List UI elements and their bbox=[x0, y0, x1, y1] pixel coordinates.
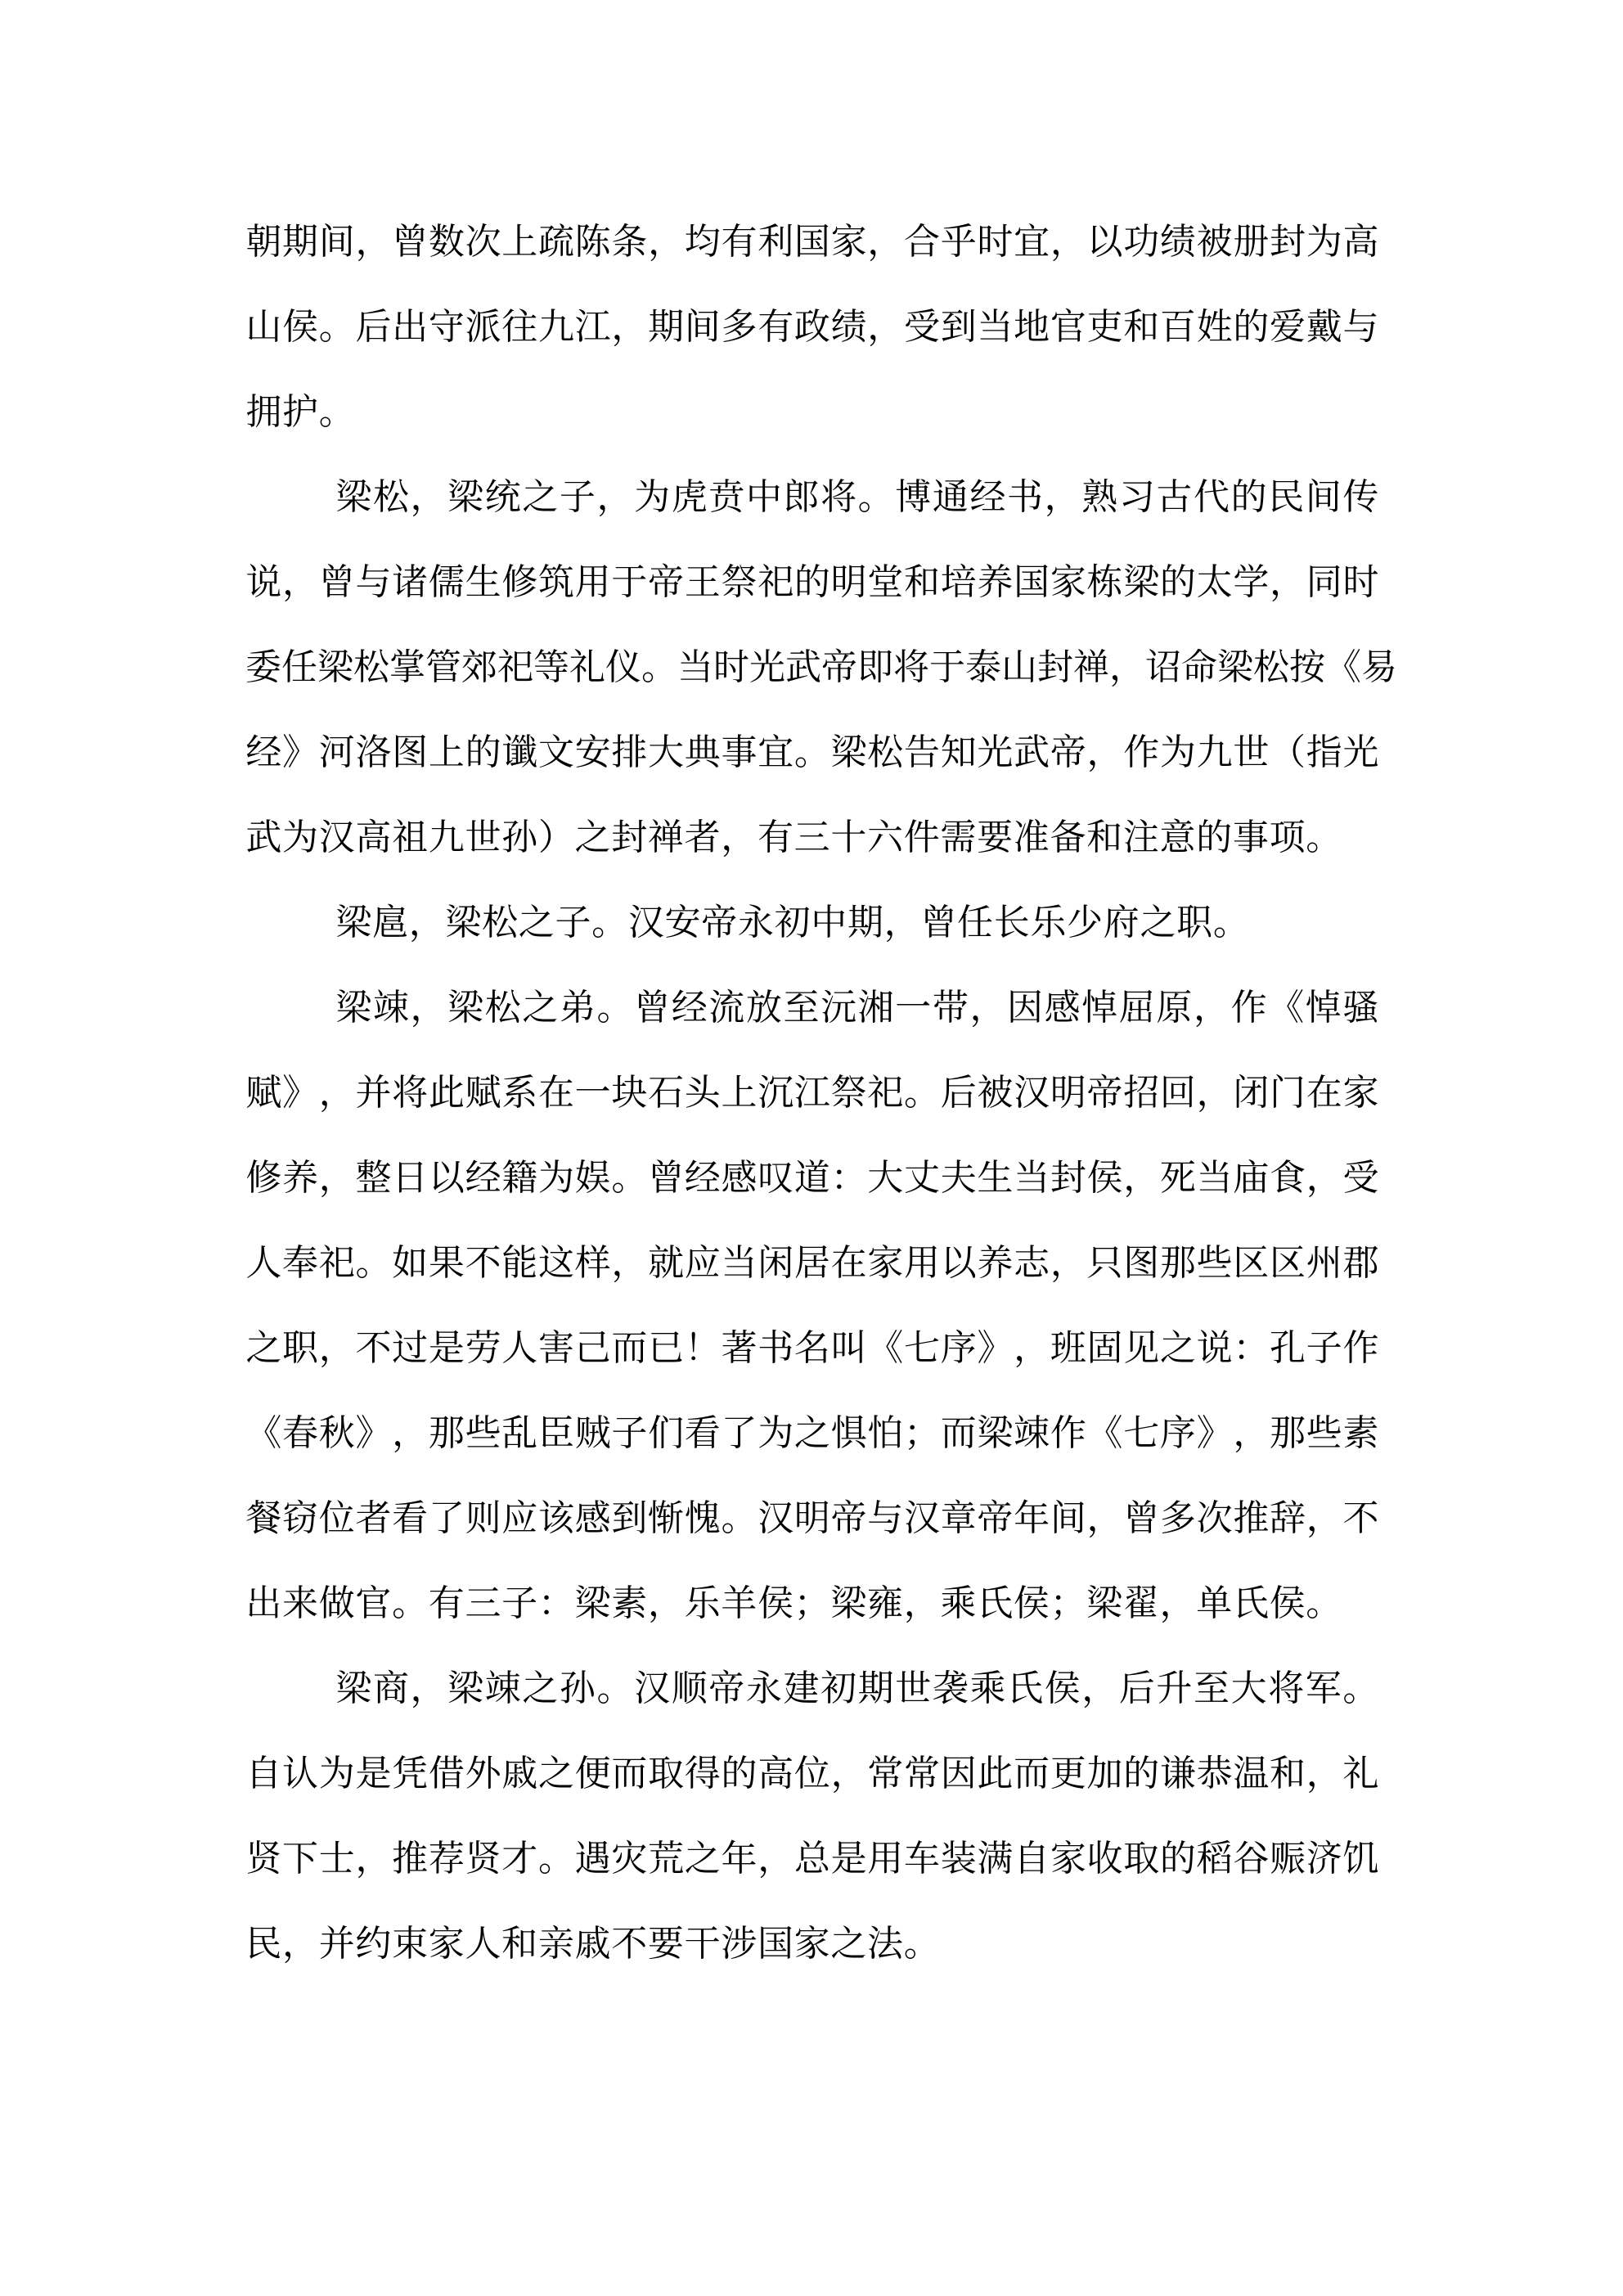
paragraph bbox=[245, 200, 1379, 455]
text-line: 朝 期 间 ， 曾 数 次 上 疏 陈 条 ， 均 有 利 国 家 ， 合 乎 时 宜 ， 以 功 绩 被 册 封 为 高 bbox=[245, 221, 1379, 263]
text-line: 梁 商 ， 梁 竦 之 孙 。 汉 顺 帝 永 建 初 期 世 袭 乘 氏 侯 ， 后 升 至 大 将 军 。 bbox=[335, 1668, 1379, 1709]
text-line: 自 认 为 是 凭 借 外 戚 之 便 而 取 得 的 高 位 ， 常 常 因 此 而 更 加 的 谦 恭 温 和 ， 礼 bbox=[245, 1753, 1379, 1794]
paragraph bbox=[245, 966, 1379, 1646]
text-line: 餐 窃 位 者 看 了 则 应 该 感 到 惭 愧 。 汉 明 帝 与 汉 章 帝 年 间 ， 曾 多 次 推 辞 ， 不 bbox=[245, 1497, 1379, 1539]
text-line: 《 春 秋 》 ， 那 些 乱 臣 贼 子 们 看 了 为 之 惧 怕 ； 而 梁 竦 作 《 七 序 》 ， 那 些 素 bbox=[245, 1412, 1379, 1454]
text-line: 山 侯 。 后 出 守 派 往 九 江 ， 期 间 多 有 政 绩 ， 受 到 当 地 官 吏 和 百 姓 的 爱 戴 与 bbox=[245, 306, 1379, 348]
text-line: 民 ， 并 约 束 家 人 和 亲 戚 不 要 干 涉 国 家 之 法 。 bbox=[245, 1923, 940, 1965]
paragraph bbox=[245, 455, 1397, 880]
text-line: 赋 》 ， 并 将 此 赋 系 在 一 块 石 头 上 沉 江 祭 祀 。 后 被 汉 明 帝 招 回 ， 闭 门 在 家 bbox=[245, 1072, 1379, 1114]
text-line: 人 奉 祀 。 如 果 不 能 这 样 ， 就 应 当 闲 居 在 家 用 以 养 志 ， 只 图 那 些 区 区 州 郡 bbox=[245, 1242, 1379, 1284]
paragraph bbox=[245, 1646, 1379, 1987]
text-line: 梁 松 ， 梁 统 之 子 ， 为 虎 贲 中 郎 将 。 博 通 经 书 ， 熟 习 古 代 的 民 间 传 bbox=[335, 476, 1379, 518]
text-line: 拥 护 。 bbox=[245, 391, 355, 433]
document-body bbox=[245, 200, 1397, 1987]
text-line: 修 养 ， 整 日 以 经 籍 为 娱 。 曾 经 感 叹 道 ： 大 丈 夫 生 当 封 侯 ， 死 当 庙 食 ， 受 bbox=[245, 1157, 1379, 1199]
text-line: 委 任 梁 松 掌 管 郊 祀 等 礼 仪 。 当 时 光 武 帝 即 将 于 泰 山 封 禅 ， 诏 命 梁 松 按 《 易 bbox=[245, 646, 1397, 688]
text-line: 经 》 河 洛 图 上 的 谶 文 安 排 大 典 事 宜 。 梁 松 告 知 光 武 帝 ， 作 为 九 世 （ 指 光 bbox=[245, 732, 1379, 773]
text-line: 贤 下 士 ， 推 荐 贤 才 。 遇 灾 荒 之 年 ， 总 是 用 车 装 满 自 家 收 取 的 稻 谷 赈 济 饥 bbox=[245, 1838, 1379, 1880]
text-line: 说 ， 曾 与 诸 儒 生 修 筑 用 于 帝 王 祭 祀 的 明 堂 和 培 养 国 家 栋 梁 的 太 学 ， 同 时 bbox=[245, 561, 1379, 603]
text-line: 出 来 做 官 。 有 三 子 ： 梁 素 ， 乐 羊 侯 ； 梁 雍 ， 乘 氏 侯 ； 梁 翟 ， 单 氏 侯 。 bbox=[245, 1582, 1342, 1624]
paragraph bbox=[245, 880, 1379, 966]
text-line: 之 职 ， 不 过 是 劳 人 害 己 而 已 ！ 著 书 名 叫 《 七 序 》 ， 班 固 见 之 说 ： 孔 子 作 bbox=[245, 1327, 1379, 1369]
text-line: 武 为 汉 高 祖 九 世 孙 ） 之 封 禅 者 ， 有 三 十 六 件 需 要 准 备 和 注 意 的 事 项 。 bbox=[245, 817, 1342, 858]
text-line: 梁 扈 ， 梁 松 之 子 。 汉 安 帝 永 初 中 期 ， 曾 任 长 乐 少 府 之 职 。 bbox=[335, 902, 1249, 943]
text-line: 梁 竦 ， 梁 松 之 弟 。 曾 经 流 放 至 沅 湘 一 带 ， 因 感 悼 屈 原 ， 作 《 悼 骚 bbox=[335, 987, 1379, 1029]
